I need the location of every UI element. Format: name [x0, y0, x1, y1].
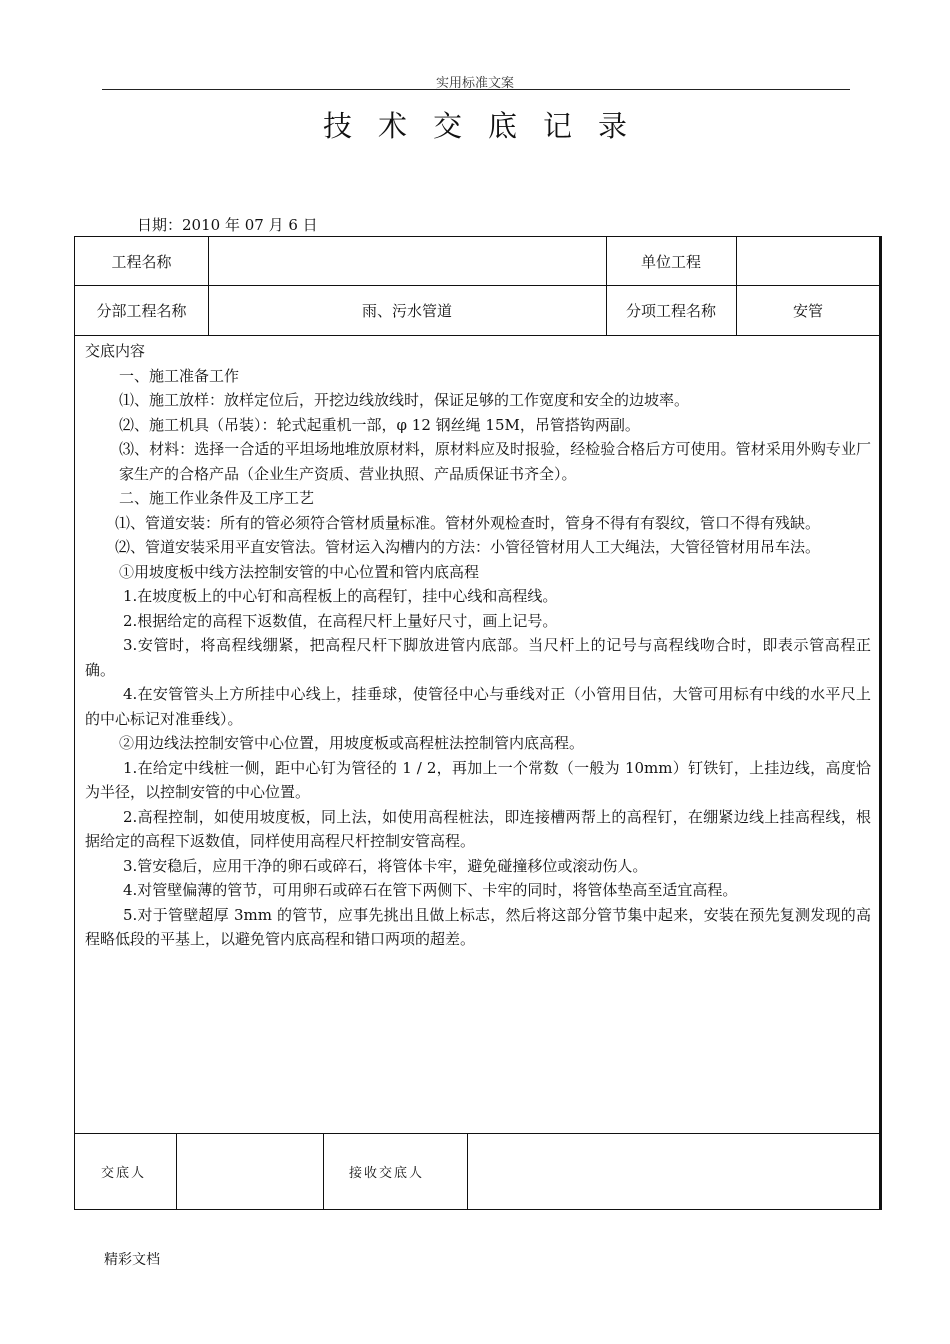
header-rule [102, 89, 850, 90]
page-header: 实用标准文案 [435, 76, 514, 91]
paragraph: ⑵、施工机具（吊装）：轮式起重机一部，φ 12 钢丝绳 15M，吊管搭钩两副。 [119, 415, 640, 434]
page-footer: 精彩文档 [104, 1252, 160, 1268]
paragraph: 2.高程控制，如使用坡度板，同上法，如使用高程桩法，即连接槽两帮上的高程钉，在绷紧边线上挂高程线，根据给定的高程下返数值，同样使用高程尺杆控制安管高程。 [85, 807, 871, 850]
project-name-label: 工程名称 [111, 252, 172, 271]
paragraph: 1.在坡度板上的中心钉和高程板上的高程钉，挂中心线和高程线。 [123, 587, 558, 605]
paragraph: 4.对管壁偏薄的管节，可用卵石或碎石在管下两侧下、卡牢的同时，将管体垫高至适宜高程。 [123, 881, 738, 899]
section-heading: 一、施工准备工作 [119, 366, 240, 385]
disclosure-table [74, 236, 882, 1210]
discloser-value [176, 1133, 323, 1209]
division-project-value: 雨、污水管道 [361, 301, 452, 320]
discloser-label: 交底人 [101, 1165, 147, 1181]
unit-project-label: 单位工程 [640, 252, 701, 271]
division-project-label: 分部工程名称 [96, 301, 187, 320]
paragraph: ⑴、管道安装：所有的管必须符合管材质量标准。管材外观检查时，管身不得有有裂纹，管口不得有残缺。 [115, 513, 821, 532]
method-heading: ②用边线法控制安管中心位置，用坡度板或高程桩法控制管内底高程。 [119, 734, 585, 752]
row-divider [75, 335, 879, 336]
method-heading: ①用坡度板中线方法控制安管的中心位置和管内底高程 [119, 562, 480, 581]
date-label: 日期： [137, 216, 183, 234]
receiver-value [467, 1133, 879, 1209]
section-heading: 二、施工作业条件及工序工艺 [119, 489, 315, 507]
unit-project-value [736, 237, 880, 285]
disclosure-content [85, 339, 871, 952]
paragraph: 3.管安稳后，应用干净的卵石或碎石，将管体卡牢，避免碰撞移位或滚动伤人。 [123, 856, 648, 875]
paragraph: 4.在安管管头上方所挂中心线上，挂垂球，使管径中心与垂线对正（小管用目估，大管可用标有中线的水平尺上的中心标记对准垂线）。 [85, 685, 871, 728]
paragraph: ⑶、材料：选择一合适的平坦场地堆放原材料，原材料应及时报验，经检验合格后方可使用。管材采用外购专业厂家生产的合格产品（企业生产资质、营业执照、产品质保证书齐全）。 [119, 440, 871, 483]
receiver-label: 接收交底人 [349, 1165, 425, 1181]
subitem-project-label: 分项工程名称 [625, 301, 716, 320]
paragraph: 5.对于管壁超厚 3mm 的管节，应事先挑出且做上标志，然后将这部分管节集中起来，安装在预先复测发现的高程略低段的平基上，以避免管内底高程和错口两项的超差。 [85, 905, 871, 948]
date-value: 2010 年 07 月 6 日 [182, 216, 318, 234]
project-name-value [208, 237, 606, 285]
paragraph: 1.在给定中线桩一侧，距中心钉为管径的 1 / 2，再加上一个常数（一般为 10mm）钉铁钉，上挂边线，高度恰为半径，以控制安管的中心位置。 [85, 758, 871, 801]
date-line [137, 214, 318, 235]
document-title: 技术交底记录 [322, 109, 653, 143]
content-heading: 交底内容 [85, 342, 146, 360]
paragraph: ⑴、施工放样：放样定位后，开挖边线放线时，保证足够的工作宽度和安全的边坡率。 [119, 391, 690, 409]
paragraph: 3.安管时，将高程线绷紧，把高程尺杆下脚放进管内底部。当尺杆上的记号与高程线吻合时，即表示管高程正确。 [85, 636, 871, 679]
paragraph: ⑵、管道安装采用平直安管法。管材运入沟槽内的方法：小管径管材用人工大绳法，大管径管材用吊车法。 [115, 538, 821, 556]
paragraph: 2.根据给定的高程下返数值，在高程尺杆上量好尺寸，画上记号。 [123, 611, 558, 630]
subitem-project-value: 安管 [792, 301, 823, 320]
